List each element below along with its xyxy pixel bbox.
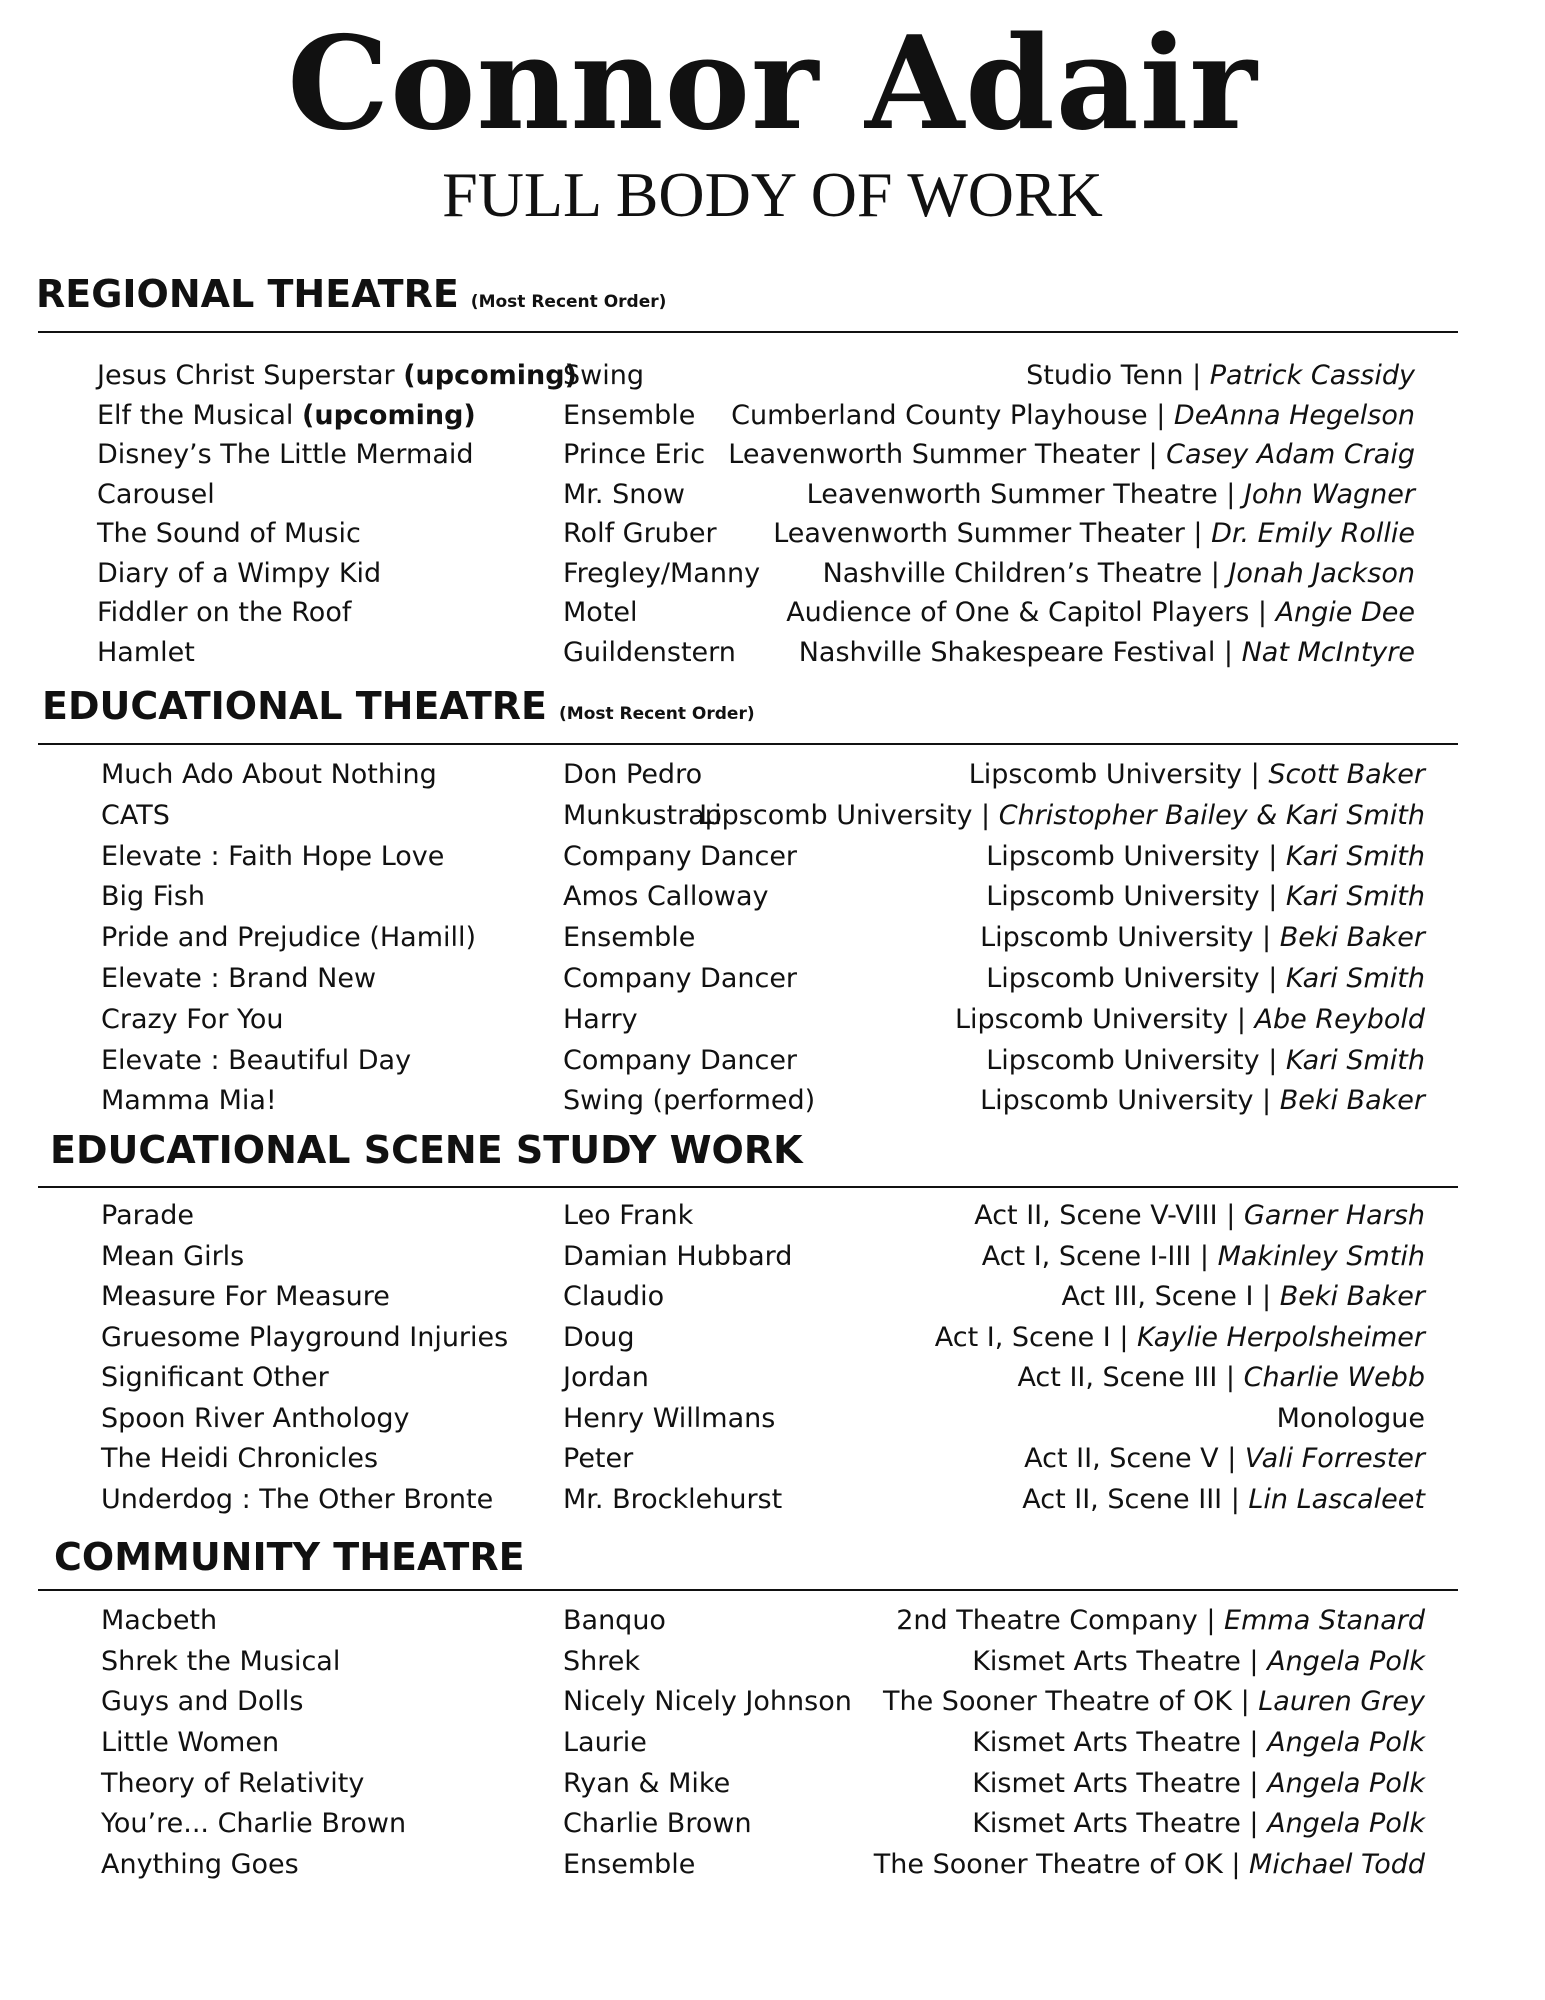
director-name: Kari Smith	[1285, 1044, 1425, 1076]
credit-row	[0, 1277, 1545, 1318]
show-title	[101, 1237, 244, 1277]
venue-credit	[935, 1318, 1425, 1358]
credit-row	[0, 1081, 1545, 1122]
role-name: Munkustrap	[563, 799, 722, 831]
separator: |	[1259, 840, 1286, 872]
director-name: Casey Adam Craig	[1166, 439, 1415, 470]
credit-row	[0, 877, 1545, 918]
separator: |	[1215, 636, 1242, 668]
separator: |	[1249, 597, 1276, 628]
separator: |	[1183, 360, 1210, 391]
show-title	[101, 796, 170, 836]
credit-row	[0, 1480, 1545, 1521]
venue-credit	[1026, 356, 1415, 396]
role-name: Jordan	[563, 1362, 649, 1393]
role-name: Peter	[563, 1443, 634, 1474]
credit-row	[0, 1764, 1545, 1805]
section-divider	[38, 331, 1458, 333]
venue-name: Kismet Arts Theatre	[972, 1645, 1241, 1677]
director-name: Emma Stanard	[1224, 1605, 1425, 1636]
venue-credit	[874, 1845, 1425, 1885]
credit-row	[0, 959, 1545, 1000]
show-title	[101, 1764, 364, 1804]
credit-row	[0, 1845, 1545, 1886]
director-name: Dr. Emily Rollie	[1211, 518, 1415, 549]
director-name: Kari Smith	[1285, 881, 1425, 913]
show-name: Gruesome Playground Injuries	[101, 1321, 509, 1353]
director-name: Angela Polk	[1267, 1645, 1425, 1677]
show-name: Hamlet	[97, 636, 195, 668]
credit-row	[0, 1358, 1545, 1399]
role-name: Guildenstern	[563, 636, 736, 668]
venue-name: Kismet Arts Theatre	[972, 1727, 1241, 1759]
venue-name: The Sooner Theatre of OK	[873, 1849, 1223, 1881]
director-name: Jonah Jackson	[1228, 557, 1415, 589]
show-title	[101, 1723, 279, 1763]
section-heading	[50, 1128, 803, 1172]
venue-name: Lipscomb University	[699, 799, 973, 831]
venue-name: Leavenworth Summer Theater	[728, 439, 1140, 470]
venue-name: Nashville Shakespeare Festival	[798, 636, 1216, 668]
show-name: Mean Girls	[101, 1240, 245, 1272]
role-name: Charlie Brown	[563, 1808, 752, 1840]
venue-credit	[955, 1000, 1425, 1040]
credit-row	[0, 1237, 1545, 1278]
director-name: Angela Polk	[1267, 1727, 1425, 1759]
venue-name: Studio Tenn	[1026, 360, 1184, 391]
show-title	[97, 396, 476, 436]
section-heading	[42, 684, 755, 728]
show-name: Big Fish	[101, 881, 205, 913]
show-name: Parade	[101, 1200, 195, 1231]
show-name: Pride and Prejudice (Hamill)	[101, 922, 477, 954]
venue-credit	[1022, 1480, 1425, 1520]
director-name: Angela Polk	[1267, 1808, 1425, 1840]
venue-credit	[969, 755, 1425, 795]
director-name: Lauren Grey	[1258, 1686, 1425, 1718]
credit-row	[0, 1399, 1545, 1440]
venue-name: Leavenworth Summer Theatre	[806, 478, 1218, 510]
separator: |	[1222, 1483, 1249, 1515]
director-name: Kaylie Herpolsheimer	[1137, 1321, 1425, 1353]
director-name: Garner Harsh	[1243, 1200, 1425, 1231]
role-name: Fregley/Manny	[563, 557, 761, 589]
status-tag: (upcoming)	[302, 399, 476, 431]
director-name: Nat McIntyre	[1241, 636, 1415, 668]
show-title	[97, 633, 195, 673]
show-name: Macbeth	[101, 1605, 218, 1636]
credit-row	[0, 554, 1545, 594]
credit-list	[0, 1196, 1545, 1520]
director-name: Charlie Webb	[1243, 1362, 1425, 1393]
role-name: Banquo	[563, 1605, 666, 1636]
credit-row	[0, 593, 1545, 633]
separator: |	[1240, 1808, 1268, 1840]
separator: |	[1240, 1767, 1268, 1799]
role-name: Nicely Nicely Johnson	[563, 1686, 852, 1718]
show-title	[97, 593, 351, 633]
credit-row	[0, 435, 1545, 475]
role-name: Laurie	[563, 1727, 647, 1759]
show-name: Mamma Mia!	[101, 1085, 277, 1117]
separator: |	[1147, 399, 1174, 431]
credit-row	[0, 514, 1545, 554]
show-name: Little Women	[101, 1727, 280, 1759]
show-name: Elf the Musical	[97, 399, 294, 431]
show-title	[101, 837, 444, 877]
show-title	[101, 1358, 329, 1398]
separator: |	[1202, 557, 1229, 589]
venue-name: 2nd Theatre Company	[896, 1605, 1198, 1636]
venue-credit	[986, 837, 1425, 877]
director-name: Lin Lascaleet	[1248, 1483, 1425, 1515]
venue-name: Act III, Scene I	[1061, 1281, 1254, 1312]
venue-name: Lipscomb University	[954, 1003, 1229, 1035]
role-name: Henry Willmans	[563, 1402, 776, 1434]
page-title: Connor Adair	[287, 9, 1258, 159]
show-title	[101, 1041, 411, 1081]
venue-name: Act I, Scene I	[934, 1321, 1111, 1353]
venue-name: Kismet Arts Theatre	[972, 1767, 1241, 1799]
show-name: Diary of a Wimpy Kid	[97, 557, 382, 589]
venue-credit	[1017, 1358, 1425, 1398]
show-title	[101, 1601, 217, 1641]
show-name: Measure For Measure	[101, 1281, 390, 1312]
separator: |	[1259, 1044, 1286, 1076]
separator: |	[1228, 1003, 1255, 1035]
role-name: Mr. Snow	[563, 478, 685, 510]
role-name: Ensemble	[563, 399, 696, 431]
show-name: Anything Goes	[101, 1849, 299, 1881]
credit-row	[0, 1723, 1545, 1764]
show-title	[97, 514, 361, 554]
show-name: Disney’s The Little Mermaid	[97, 439, 474, 470]
venue-name: Audience of One & Capitol Players	[786, 597, 1250, 628]
show-title	[101, 1318, 508, 1358]
show-title	[97, 435, 474, 475]
director-name: Michael Todd	[1249, 1849, 1425, 1881]
role-name: Harry	[563, 1003, 638, 1035]
venue-credit	[972, 1804, 1425, 1844]
director-name: Scott Baker	[1268, 759, 1425, 790]
venue-credit	[1024, 1439, 1425, 1479]
director-name: Christopher Bailey & Kari Smith	[998, 799, 1425, 831]
separator: |	[1259, 962, 1286, 994]
show-name: Spoon River Anthology	[101, 1402, 410, 1434]
venue-name: Lipscomb University	[986, 881, 1260, 913]
director-name: Kari Smith	[1285, 962, 1425, 994]
venue-credit	[974, 1196, 1425, 1236]
separator: |	[1222, 1849, 1250, 1881]
venue-credit	[986, 959, 1425, 999]
show-name: CATS	[101, 799, 170, 831]
section-title: EDUCATIONAL SCENE STUDY WORK	[50, 1128, 803, 1172]
venue-credit	[986, 1041, 1425, 1081]
role-name: Swing (performed)	[563, 1085, 816, 1117]
separator: |	[1197, 1605, 1225, 1636]
venue-credit	[896, 1601, 1425, 1641]
credit-row	[0, 796, 1545, 837]
director-name: Patrick Cassidy	[1209, 360, 1415, 391]
role-name: Ensemble	[563, 1849, 696, 1881]
separator: |	[1184, 518, 1212, 549]
show-name: Fiddler on the Roof	[97, 597, 352, 628]
director-name: Vali Forrester	[1244, 1443, 1425, 1474]
role-name: Doug	[563, 1321, 635, 1353]
credit-row	[0, 1000, 1545, 1041]
venue-name: Act II, Scene III	[1017, 1362, 1218, 1393]
show-name: Guys and Dolls	[101, 1686, 304, 1718]
director-name: Beki Baker	[1279, 1085, 1425, 1117]
show-name: The Heidi Chronicles	[101, 1443, 379, 1474]
venue-credit	[1062, 1277, 1425, 1317]
section-title: COMMUNITY THEATRE	[54, 1535, 525, 1579]
show-name: Theory of Relativity	[101, 1767, 365, 1799]
status-tag: (upcoming)	[403, 360, 577, 391]
role-name: Company Dancer	[563, 962, 798, 994]
venue-name: Lipscomb University	[968, 759, 1243, 790]
director-name: Beki Baker	[1279, 1281, 1425, 1312]
show-name: You’re... Charlie Brown	[101, 1808, 407, 1840]
director-name: Beki Baker	[1279, 922, 1425, 954]
director-name: Makinley Smtih	[1217, 1240, 1425, 1272]
role-name: Motel	[563, 597, 638, 628]
section-divider	[38, 1589, 1458, 1591]
role-name: Shrek	[563, 1645, 641, 1677]
credit-list	[0, 755, 1545, 1122]
role-name: Amos Calloway	[563, 881, 769, 913]
separator: |	[1217, 1362, 1244, 1393]
show-title	[101, 1081, 277, 1121]
section-divider	[38, 1186, 1458, 1188]
role-name: Don Pedro	[563, 759, 703, 790]
venue-name: The Sooner Theatre of OK	[883, 1686, 1232, 1718]
credit-list	[0, 356, 1545, 672]
credit-row	[0, 837, 1545, 878]
role-name: Company Dancer	[563, 1044, 798, 1076]
separator: |	[1110, 1321, 1138, 1353]
show-title	[101, 959, 376, 999]
credit-row	[0, 1318, 1545, 1359]
venue-credit	[731, 396, 1415, 436]
separator: |	[1242, 759, 1269, 790]
separator: |	[1259, 881, 1286, 913]
venue-name: Lipscomb University	[986, 962, 1260, 994]
show-title	[101, 918, 476, 958]
venue-name: Cumberland County Playhouse	[731, 399, 1148, 431]
section-divider	[38, 743, 1458, 745]
venue-credit	[728, 435, 1415, 475]
director-name: Angie Dee	[1275, 597, 1415, 628]
show-name: Jesus Christ Superstar	[97, 360, 395, 391]
director-name: John Wagner	[1243, 478, 1415, 510]
show-title	[101, 877, 205, 917]
role-name: Prince Eric	[563, 439, 706, 470]
credit-row	[0, 1642, 1545, 1683]
section-title: EDUCATIONAL THEATRE	[42, 684, 548, 728]
venue-name: Act II, Scene III	[1022, 1483, 1223, 1515]
show-name: Shrek the Musical	[101, 1645, 341, 1677]
separator: |	[1240, 1727, 1268, 1759]
role-name: Company Dancer	[563, 840, 798, 872]
role-name: Swing	[563, 360, 644, 391]
role-name: Rolf Gruber	[563, 518, 717, 549]
show-name: Elevate : Beautiful Day	[101, 1044, 412, 1076]
show-name: Elevate : Brand New	[101, 962, 377, 994]
show-name: Elevate : Faith Hope Love	[101, 840, 445, 872]
page-subtitle: FULL BODY OF WORK	[442, 159, 1103, 230]
venue-name: Act I, Scene I-III	[981, 1240, 1192, 1272]
separator: |	[1253, 922, 1280, 954]
credit-row	[0, 1041, 1545, 1082]
section-title: REGIONAL THEATRE	[36, 272, 459, 316]
show-name: Crazy For You	[101, 1003, 284, 1035]
show-name: Carousel	[97, 478, 215, 510]
section-note: (Most Recent Order)	[559, 704, 755, 724]
credit-row	[0, 918, 1545, 959]
show-title	[101, 1682, 303, 1722]
credit-list	[0, 1601, 1545, 1886]
section-note: (Most Recent Order)	[470, 292, 667, 312]
show-title	[101, 1845, 299, 1885]
venue-credit	[1277, 1399, 1425, 1439]
venue-credit	[699, 796, 1425, 836]
separator: |	[1139, 439, 1167, 470]
section-heading	[54, 1535, 525, 1579]
credit-row	[0, 755, 1545, 796]
show-name: Much Ado About Nothing	[101, 759, 437, 790]
separator: |	[1240, 1645, 1268, 1677]
credit-row	[0, 1196, 1545, 1237]
show-title	[101, 1000, 284, 1040]
director-name: Kari Smith	[1285, 840, 1425, 872]
section-heading	[36, 272, 666, 316]
separator: |	[1217, 478, 1244, 510]
venue-name: Lipscomb University	[980, 922, 1254, 954]
venue-name: Lipscomb University	[986, 1044, 1260, 1076]
separator: |	[972, 799, 999, 831]
venue-credit	[980, 1081, 1425, 1121]
credit-row	[0, 475, 1545, 515]
role-name: Damian Hubbard	[563, 1240, 793, 1272]
show-name: The Sound of Music	[97, 518, 361, 549]
credit-row	[0, 396, 1545, 436]
separator: |	[1191, 1240, 1218, 1272]
venue-name: Act II, Scene V-VIII	[974, 1200, 1218, 1231]
show-title	[101, 1399, 409, 1439]
credit-row	[0, 1682, 1545, 1723]
separator: |	[1232, 1686, 1259, 1718]
credit-row	[0, 1601, 1545, 1642]
venue-credit	[972, 1764, 1425, 1804]
role-name: Claudio	[563, 1281, 665, 1312]
venue-credit	[972, 1723, 1425, 1763]
venue-name: Lipscomb University	[986, 840, 1260, 872]
show-title	[101, 1804, 406, 1844]
role-name: Leo Frank	[563, 1200, 694, 1231]
venue-credit	[972, 1642, 1425, 1682]
show-title	[97, 554, 381, 594]
venue-credit	[773, 514, 1415, 554]
venue-name: Act II, Scene V	[1024, 1443, 1219, 1474]
venue-credit	[883, 1682, 1425, 1722]
director-name: Abe Reybold	[1254, 1003, 1425, 1035]
venue-name: Monologue	[1276, 1402, 1425, 1434]
separator: |	[1218, 1443, 1245, 1474]
show-title	[101, 1439, 378, 1479]
credit-row	[0, 1439, 1545, 1480]
show-title	[97, 356, 577, 396]
venue-credit	[980, 918, 1425, 958]
venue-credit	[807, 475, 1415, 515]
show-title	[101, 755, 437, 795]
credit-row	[0, 633, 1545, 673]
venue-name: Lipscomb University	[980, 1085, 1254, 1117]
venue-name: Kismet Arts Theatre	[972, 1808, 1241, 1840]
separator: |	[1253, 1281, 1280, 1312]
director-name: Angela Polk	[1267, 1767, 1425, 1799]
venue-credit	[982, 1237, 1425, 1277]
venue-credit	[799, 633, 1415, 673]
show-name: Underdog : The Other Bronte	[101, 1483, 494, 1515]
venue-name: Leavenworth Summer Theater	[773, 518, 1185, 549]
venue-credit	[986, 877, 1425, 917]
role-name: Ryan & Mike	[563, 1767, 731, 1799]
credit-row	[0, 1804, 1545, 1845]
role-name: Mr. Brocklehurst	[563, 1483, 783, 1515]
director-name: DeAnna Hegelson	[1173, 399, 1415, 431]
show-title	[101, 1642, 340, 1682]
role-name: Ensemble	[563, 922, 696, 954]
credit-row	[0, 356, 1545, 396]
venue-credit	[786, 593, 1415, 633]
show-title	[97, 475, 215, 515]
separator: |	[1217, 1200, 1244, 1231]
venue-name: Nashville Children’s Theatre	[822, 557, 1203, 589]
show-title	[101, 1196, 194, 1236]
show-name: Significant Other	[101, 1362, 329, 1393]
show-title	[101, 1277, 390, 1317]
separator: |	[1253, 1085, 1280, 1117]
venue-credit	[823, 554, 1415, 594]
show-title	[101, 1480, 493, 1520]
